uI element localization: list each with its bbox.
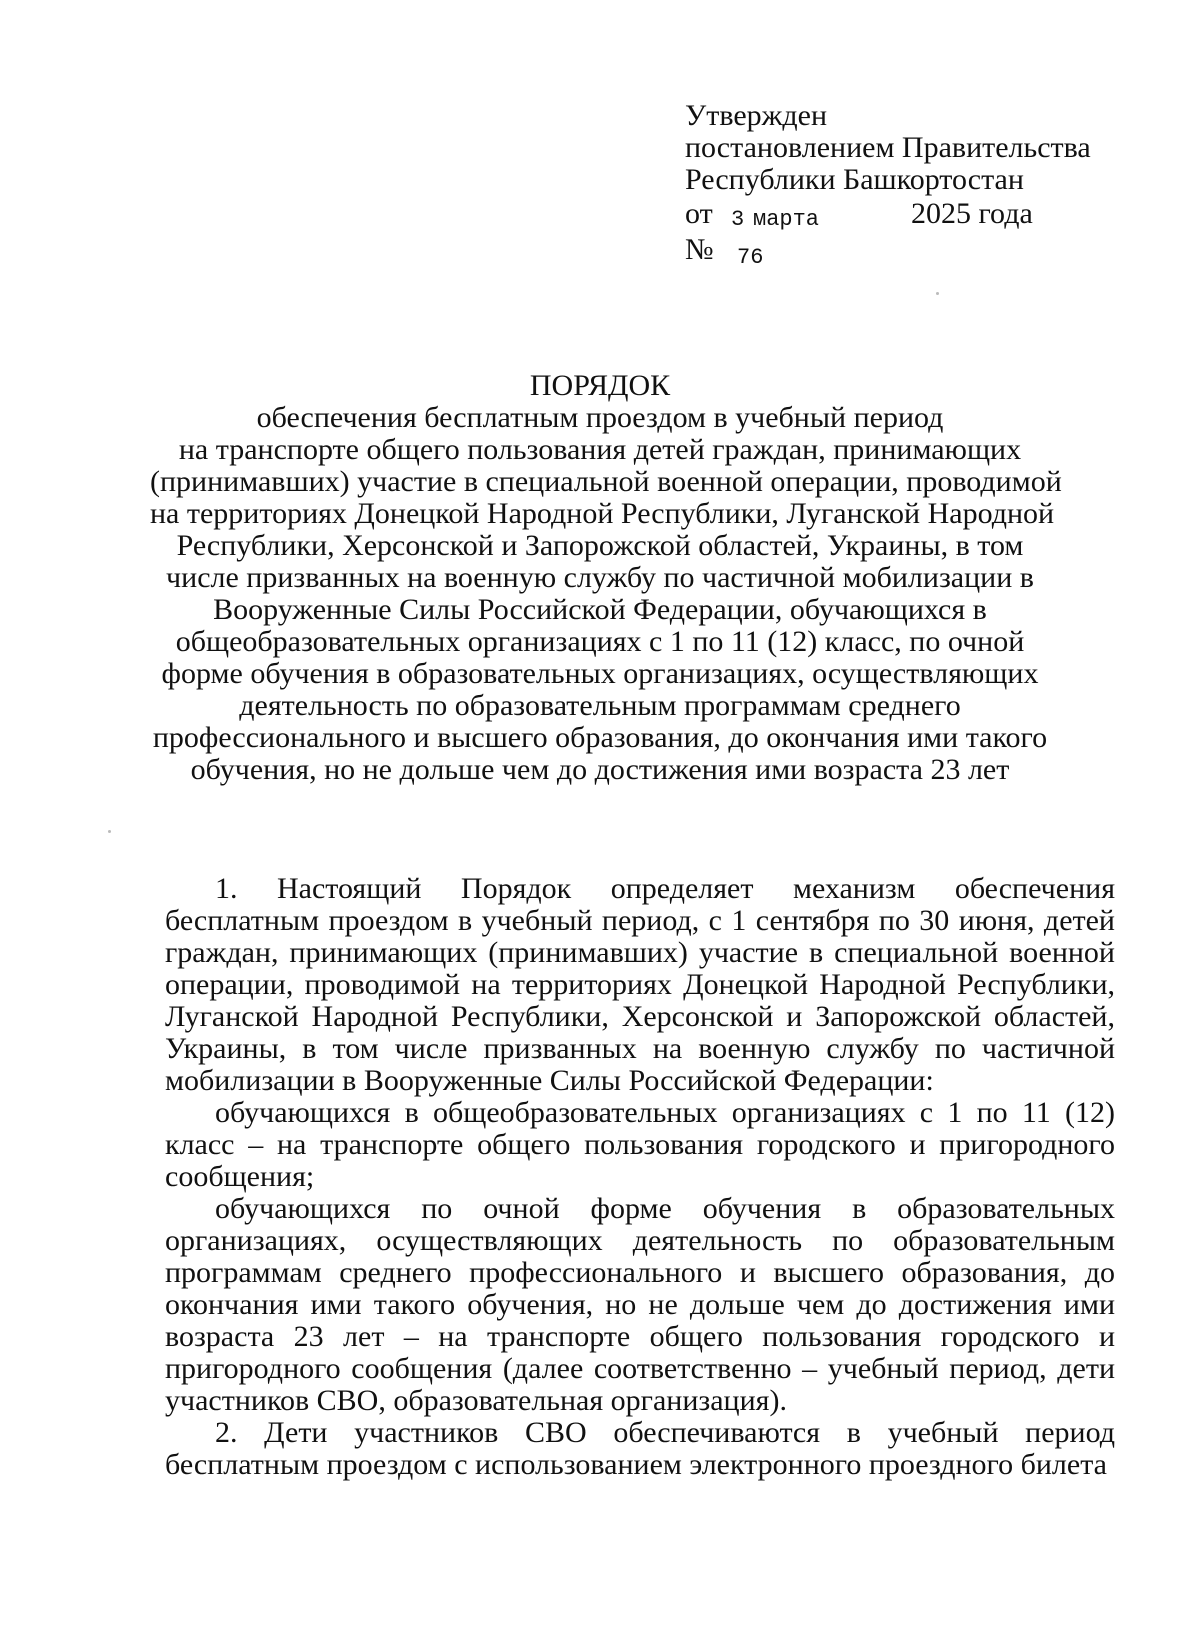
subtitle-line: Вооруженные Силы Российской Федерации, обучающихся в [213,593,987,626]
scan-speck [108,830,111,833]
paragraph-2: обучающихся в общеобразовательных организациях с 1 по 11 (12) класс – на транспорте общего пользования городского и пригородного сообщения; [165,1096,1115,1193]
number-sign: № [685,233,714,266]
paragraph-4: 2. Дети участников СВО обеспечиваются в учебный период бесплатным проездом с использованием электронного проездного билета [165,1416,1115,1481]
subtitle-line: форме обучения в образовательных организациях, осуществляющих [161,657,1039,690]
approval-line-3: Республики Башкортостан [685,163,1024,196]
resolution-number: 76 [737,245,764,270]
title-heading: ПОРЯДОК [529,369,671,402]
scan-speck [936,292,939,295]
approval-line-1: Утвержден [685,99,828,132]
document-body [165,873,1115,1481]
date-year: 2025 года [911,197,1033,230]
subtitle-line: обучения, но не дольше чем до достижения ими возраста 23 лет [190,753,1010,786]
subtitle-line: Республики, Херсонской и Запорожской областей, Украины, в том [176,529,1024,562]
date-month: марта [753,207,820,232]
subtitle-line: обеспечения бесплатным проездом в учебный период [256,401,944,434]
document-title [150,369,1062,786]
subtitle-line: общеобразовательных организациях с 1 по 11 (12) класс, по очной [175,625,1025,658]
subtitle-line: деятельность по образовательным программам среднего [239,689,961,722]
title-subtitle [150,401,1062,786]
paragraph-3: обучающихся по очной форме обучения в образовательных организациях, осуществляющих деятельность по образовательным программам среднего профессионального и высшего образования, до окончания ими такого обучения, но не дольше чем до достижения ими возраста 23 лет – на транспорте общего пользования городского и пригородного сообщения (далее соответственно – учебный период, дети участников СВО, образовательная организация). [165,1192,1115,1417]
subtitle-line: на территориях Донецкой Народной Республики, Луганской Народной [150,497,1055,530]
subtitle-line: (принимавших) участие в специальной военной операции, проводимой [150,465,1062,498]
approval-line-2: постановлением Правительства [685,131,1091,164]
date-day: 3 [731,207,745,232]
approval-block [685,100,1105,268]
paragraph-1: 1. Настоящий Порядок определяет механизм обеспечения бесплатным проездом в учебный период, с 1 сентября по 30 июня, детей граждан, принимающих (принимавших) участие в специальной военной операции, проводимой на территориях Донецкой Народной Республики, Луганской Народной Республики, Херсонской и Запорожской областей, Украины, в том числе призванных на военную службу по частичной мобилизации в Вооруженные Силы Российской Федерации: [165,872,1115,1097]
subtitle-line: профессионального и высшего образования, до окончания ими такого [152,721,1048,754]
approval-number [685,234,1105,268]
date-prefix: от [685,197,713,230]
subtitle-line: на транспорте общего пользования детей граждан, принимающих [178,433,1022,466]
approval-date [685,196,1105,234]
subtitle-line: числе призванных на военную службу по частичной мобилизации в [166,561,1034,594]
